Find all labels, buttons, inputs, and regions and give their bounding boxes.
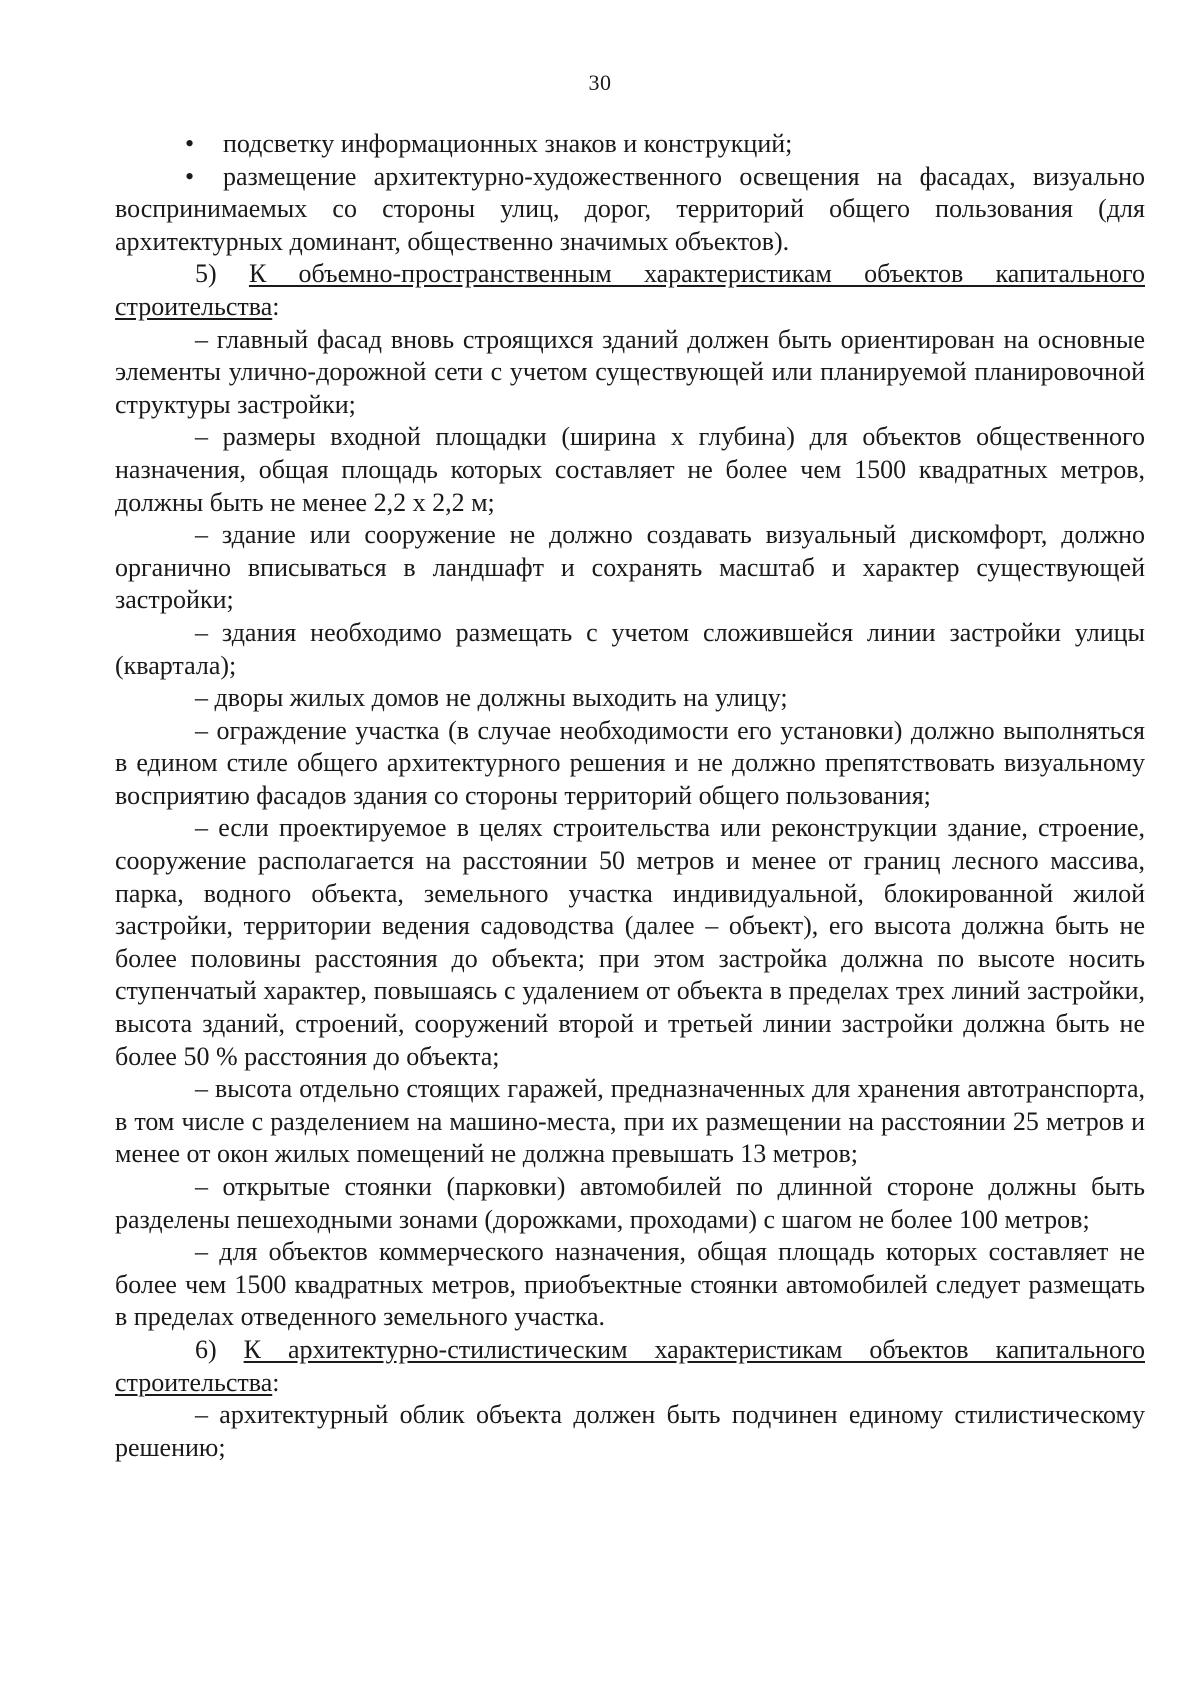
section-heading-text: К объемно-пространственным характеристикам объектов капитального строительства [115, 259, 1145, 321]
section-heading-5 [115, 258, 1145, 323]
bullet-icon: • [185, 129, 195, 158]
list-item: – высота отдельно стоящих гаражей, предназначенных для хранения автотранспорта, в том числе с разделением на машино-места, при их размещении на расстоянии 25 метров и менее от окон жилых помещений не должна превышать 13 метров; [115, 1074, 1145, 1169]
page-number: 30 [588, 70, 612, 95]
bullet-item [115, 128, 1145, 161]
document-body [115, 128, 1145, 1464]
list-item: – главный фасад вновь строящихся зданий должен быть ориентирован на основные элементы улично-дорожной сети с учетом существующей или планируемой планировочной структуры застройки; [115, 324, 1145, 419]
bullet-text: размещение архитектурно-художественного освещения на фасадах, визуально воспринимаемых со стороны улиц, дорог, территорий общего пользования (для архитектурных доминант, общественно значимых объектов). [115, 161, 1145, 256]
list-item: – здание или сооружение не должно создавать визуальный дискомфорт, должно органично вписываться в ландшафт и сохранять масштаб и характер существующей застройки; [115, 520, 1145, 615]
section-number: 5) [195, 259, 249, 289]
list-item: – открытые стоянки (парковки) автомобилей по длинной стороне должны быть разделены пешеходными зонами (дорожками, проходами) с шагом не более 100 метров; [115, 1172, 1145, 1234]
list-item: – архитектурный облик объекта должен быть подчинен единому стилистическому решению; [115, 1400, 1145, 1462]
bullet-text: подсветку информационных знаков и конструкций; [223, 129, 793, 158]
section-heading-colon: : [272, 291, 280, 321]
section-heading-6 [115, 1334, 1145, 1399]
list-item: – здания необходимо размещать с учетом сложившейся линии застройки улицы (квартала); [115, 617, 1145, 680]
list-item: – размеры входной площадки (ширина х глубина) для объектов общественного назначения, общая площадь которых составляет не более чем 1500 квадратных метров, должны быть не менее 2,2 х 2,2 м; [115, 422, 1145, 517]
bullet-icon: • [185, 161, 195, 191]
list-item: – если проектируемое в целях строительства или реконструкции здание, строение, сооружение располагается на расстоянии 50 метров и менее от границ лесного массива, парка, водного объекта, земельного участка индивидуальной, блокированной жилой застройки, территории ведения садоводства (далее – объект), его высота должна быть не более половины расстояния до объекта; при этом застройка должна по высоте носить ступенчатый характер, повышаясь с удалением от объекта в пределах трех линий застройки, высота зданий, строений, сооружений второй и третьей линии застройки должна быть не более 50 % расстояния до объекта; [115, 813, 1145, 1071]
list-item: – дворы жилых домов не должны выходить на улицу; [195, 683, 788, 713]
section-heading-colon: : [272, 1367, 280, 1397]
list-item: – для объектов коммерческого назначения, общая площадь которых составляет не более чем 1500 квадратных метров, приобъектные стоянки автомобилей следует размещать в пределах отведенного земельного участка. [115, 1237, 1145, 1332]
section-heading-text: К архитектурно-стилистическим характеристикам объектов капитального строительства [115, 1334, 1145, 1397]
section-number: 6) [195, 1334, 244, 1364]
list-item: – ограждение участка (в случае необходимости его установки) должно выполняться в едином стиле общего архитектурного решения и не должно препятствовать визуальному восприятию фасадов здания со стороны территорий общего пользования; [115, 715, 1145, 810]
bullet-item [115, 161, 1145, 259]
